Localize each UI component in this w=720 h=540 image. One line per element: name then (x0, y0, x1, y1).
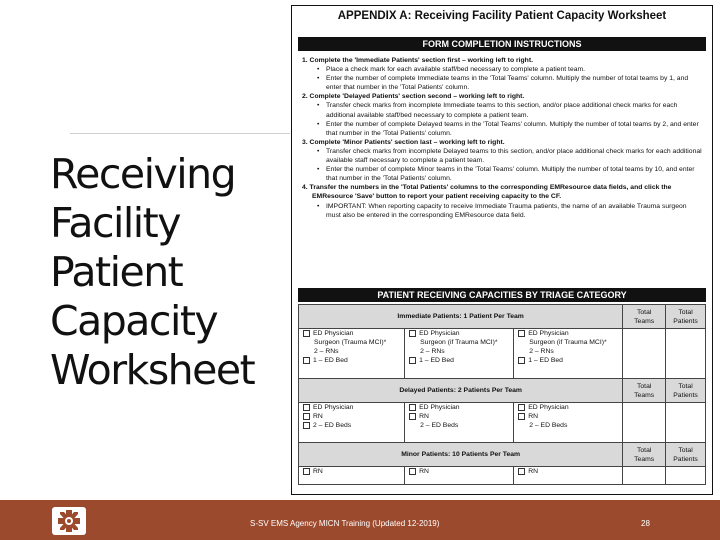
worksheet-title: APPENDIX A: Receiving Facility Patient Capacity Worksheet (337, 10, 667, 22)
checkbox[interactable] (518, 357, 525, 364)
delayed-header: Delayed Patients: 2 Patients Per Team (299, 379, 623, 403)
delayed-total-patients[interactable] (666, 403, 706, 443)
agency-logo-icon (52, 507, 86, 535)
instructions-list (302, 56, 702, 220)
staff-label: ED Physician (419, 330, 460, 337)
immediate-team-cell (514, 329, 623, 379)
staff-label: RN (419, 468, 429, 475)
checkbox[interactable] (303, 468, 310, 475)
checkbox[interactable] (518, 404, 525, 411)
checkbox[interactable] (518, 468, 525, 475)
total-teams-label: Total Teams (623, 443, 666, 467)
total-teams-label: Total Teams (623, 379, 666, 403)
capacities-header: PATIENT RECEIVING CAPACITIES BY TRIAGE CATEGORY (298, 288, 706, 302)
immediate-header: Immediate Patients: 1 Patient Per Team (299, 305, 623, 329)
title-divider (70, 133, 290, 134)
checkbox[interactable] (303, 404, 310, 411)
title-line: Worksheet (50, 346, 255, 394)
staff-label: RN (528, 413, 539, 420)
checkbox[interactable] (303, 422, 310, 429)
staff-label: RN (419, 413, 429, 420)
instruction-step: 3. Complete 'Minor Patients' section last – working left to right. (302, 138, 505, 146)
total-patients-label: Total Patients (666, 305, 706, 329)
minor-team-cell (405, 467, 514, 485)
checkbox[interactable] (409, 357, 416, 364)
staff-label: ED Physician (528, 404, 569, 411)
staff-label: 2 – ED Beds (420, 422, 459, 429)
checkbox[interactable] (303, 330, 310, 337)
minor-header: Minor Patients: 10 Patients Per Team (299, 443, 623, 467)
title-line: Patient (50, 248, 183, 296)
minor-team-cell (514, 467, 623, 485)
instruction-bullet: • Enter the number of complete Minor teams in the 'Total Teams' column. Multiply the number of total teams by 10, and enter that number in the 'Total Patients' column. (302, 165, 702, 183)
staff-label: ED Physician (419, 404, 460, 411)
delayed-team-cell (405, 403, 514, 443)
staff-label: Surgeon (if Trauma MCI)* (529, 339, 607, 346)
worksheet-document (291, 5, 713, 495)
staff-label: RN (313, 468, 323, 475)
instruction-bullet: • Enter the number of complete Delayed teams in the 'Total Teams' column. Multiply the number of total teams by 2, and enter that number in the 'Total Patients' column. (302, 120, 702, 138)
title-line: Capacity (50, 297, 218, 345)
staff-label: 2 – RNs (529, 348, 554, 355)
title-line: Facility (50, 199, 180, 247)
staff-label: 1 – ED Bed (528, 357, 563, 364)
instructions-header: FORM COMPLETION INSTRUCTIONS (298, 37, 706, 51)
staff-label: Surgeon (if Trauma MCI)* (420, 339, 498, 346)
staff-label: 2 – ED Beds (313, 422, 352, 429)
checkbox[interactable] (303, 357, 310, 364)
staff-label: 1 – ED Bed (313, 357, 348, 364)
minor-team-cell (299, 467, 405, 485)
footer-text: S-SV EMS Agency MICN Training (Updated 12-2019) (250, 519, 440, 528)
instruction-bullet: • Enter the number of complete Immediate teams in the 'Total Teams' column. Multiply the number of total teams by 1, and enter that number in the 'Total Patients' column. (302, 74, 702, 92)
instruction-step: 4. Transfer the numbers in the 'Total Patients' columns to the corresponding EMResource data fields, and click the EMResource 'Save' button to report your patient receiving capacity to the CF. (302, 184, 672, 201)
delayed-total-teams[interactable] (623, 403, 666, 443)
checkbox[interactable] (518, 330, 525, 337)
instruction-step: 1. Complete the 'Immediate Patients' section first – working left to right. (302, 57, 533, 64)
immediate-team-cell (299, 329, 405, 379)
delayed-team-cell (299, 403, 405, 443)
slide-title (50, 150, 290, 395)
minor-total-patients[interactable] (666, 467, 706, 485)
checkbox[interactable] (409, 413, 416, 420)
immediate-total-teams[interactable] (623, 329, 666, 379)
total-patients-label: Total Patients (666, 379, 706, 403)
instruction-bullet: • Transfer check marks from incomplete Delayed teams to this section, and/or place additional check marks for each additional available staff necessary to complete a patient team. (302, 147, 702, 165)
instruction-step: 2. Complete 'Delayed Patients' section second – working left to right. (302, 93, 525, 101)
immediate-team-cell (405, 329, 514, 379)
checkbox[interactable] (409, 330, 416, 337)
minor-total-teams[interactable] (623, 467, 666, 485)
immediate-total-patients[interactable] (666, 329, 706, 379)
staff-label: 2 – RNs (314, 348, 339, 355)
staff-label: ED Physician (313, 404, 354, 411)
staff-label: RN (313, 413, 323, 420)
page-number: 28 (641, 519, 650, 528)
staff-label: Surgeon (Trauma MCI)* (314, 339, 387, 346)
instruction-bullet: • IMPORTANT: When reporting capacity to receive Immediate Trauma patients, the name of an available Trauma surgeon must also be entered in the corresponding EMResource data field. (302, 202, 702, 220)
staff-label: 2 – RNs (420, 348, 445, 355)
checkbox[interactable] (518, 413, 525, 420)
staff-label: 1 – ED Bed (419, 357, 454, 364)
instruction-bullet: • Place a check mark for each available staff/bed necessary to complete a patient team. (302, 65, 702, 74)
staff-label: ED Physician (313, 330, 354, 337)
checkbox[interactable] (409, 404, 416, 411)
instruction-bullet: • Transfer check marks from incomplete Immediate teams to this section, and/or place additional check marks for each additional available staff/bed necessary to complete a patient team. (302, 101, 702, 119)
checkbox[interactable] (303, 413, 310, 420)
staff-label: ED Physician (528, 330, 569, 337)
title-line: Receiving (50, 150, 236, 198)
staff-label: 2 – ED Beds (529, 422, 568, 429)
checkbox[interactable] (409, 468, 416, 475)
total-patients-label: Total Patients (666, 443, 706, 467)
total-teams-label: Total Teams (623, 305, 666, 329)
staff-label: RN (528, 468, 539, 475)
delayed-team-cell (514, 403, 623, 443)
capacity-table (298, 304, 706, 485)
